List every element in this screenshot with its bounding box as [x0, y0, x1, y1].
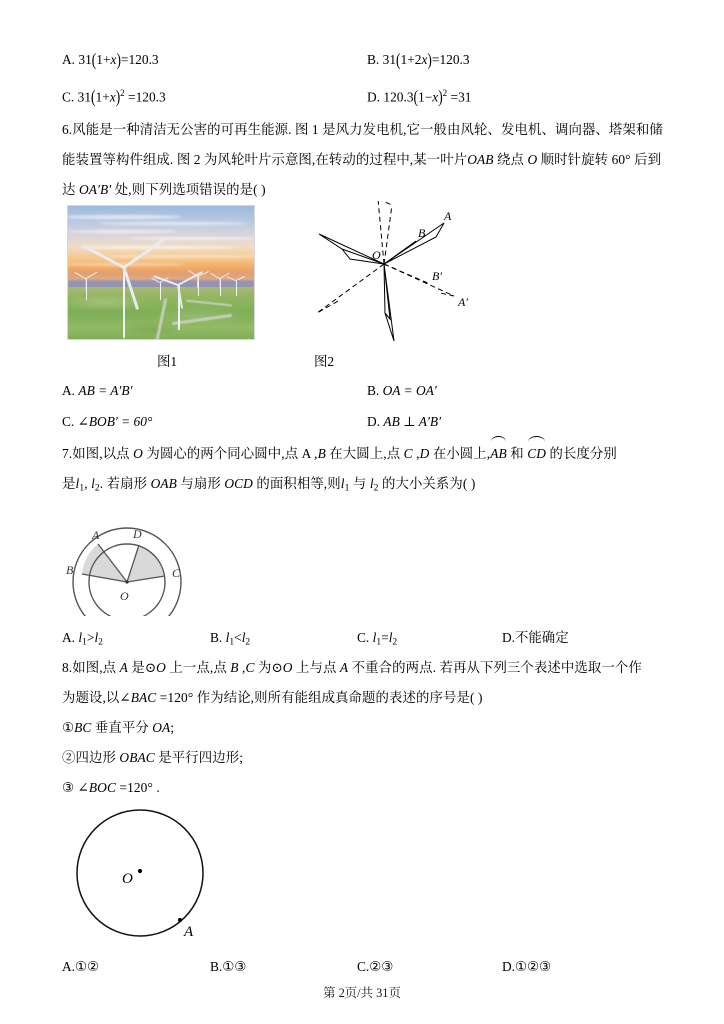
- question-text: 的大小关系为( ): [378, 476, 476, 491]
- option-label: C.: [357, 629, 370, 645]
- cloud-streak: [128, 237, 255, 240]
- statement-number: ③: [62, 779, 75, 795]
- question-text: 在大圆上,点: [325, 446, 404, 461]
- option-label: C.: [357, 958, 370, 974]
- question-number: 6.: [62, 122, 73, 137]
- option-A-q6: [62, 375, 132, 406]
- question-text: 为圆心的两个同心圆中,点 A ,: [142, 446, 318, 461]
- option-text: ∠BOB′ = 60°: [77, 414, 153, 429]
- question7-line2: [62, 469, 662, 504]
- circle-with-point-A-diagram: [67, 803, 257, 948]
- rhs-value: 31: [458, 89, 472, 105]
- math-bac: BAC: [130, 689, 157, 705]
- option-label: D.: [502, 629, 516, 645]
- question7-figure: [62, 504, 662, 622]
- question-text: 能装置等构件组成. 图 2 为风轮叶片示意图,在转动的过程中,某一叶片: [62, 152, 468, 167]
- option-label: B.: [367, 383, 380, 398]
- blade-dashed-lower-left: [317, 264, 384, 313]
- statement-text: =120° .: [115, 779, 160, 795]
- statement-text: 四边形: [75, 749, 120, 765]
- question5-options-row2: [62, 75, 662, 111]
- option-label: D.: [367, 414, 381, 429]
- turbine-mast: [160, 282, 161, 300]
- option-C-q7: C. $l_1=l_2$: [357, 629, 398, 648]
- question-text: 上一点,点: [165, 659, 231, 675]
- math-o: O: [527, 152, 538, 167]
- question8-options-row: [62, 951, 662, 982]
- cloud-streak: [98, 222, 248, 225]
- math-l: l: [340, 476, 345, 491]
- math-obac: OBAC: [119, 749, 155, 765]
- statement-text: ;: [170, 719, 175, 735]
- math-b: B: [317, 446, 326, 461]
- wind-turbine-photo: [67, 205, 255, 340]
- question-text: 在小圆上,: [429, 446, 491, 461]
- cloud-streak: [68, 230, 178, 233]
- option-text: ②③: [369, 958, 394, 974]
- option-label: D.: [367, 89, 381, 105]
- option-label: B.: [367, 52, 380, 67]
- question-text: 为题设,以∠: [62, 689, 131, 705]
- question8-statement-3: [62, 773, 662, 803]
- math-oab: OAB: [467, 152, 494, 167]
- label-B-prime: B′: [432, 269, 442, 283]
- label-A-prime: A′: [458, 295, 468, 309]
- exponent: 2: [120, 88, 125, 98]
- question-text: 不重合的两点. 若再从下列三个表述中选取一个作: [348, 659, 642, 675]
- coefficient: 120.3: [383, 89, 414, 105]
- option-label: A.: [62, 629, 76, 645]
- turbine-mast: [236, 280, 237, 296]
- label-A: A: [444, 209, 452, 223]
- question-text: 的长度分别: [546, 446, 617, 461]
- cloud-streak: [67, 215, 182, 219]
- coefficient: 31: [382, 52, 397, 67]
- question-text: 的面积相等,则: [252, 476, 341, 491]
- math-l: l: [91, 476, 95, 491]
- label-A: A: [184, 923, 194, 940]
- question-text: 上与点: [292, 659, 340, 675]
- relation: <: [234, 629, 242, 645]
- question-text: ,: [412, 446, 420, 461]
- arc-AB: AB: [490, 437, 507, 469]
- option-text: OA = OA′: [382, 383, 437, 398]
- caption-fig2: 图2: [314, 354, 335, 369]
- relation: >: [86, 629, 95, 645]
- question-text: 如图,以点: [72, 446, 134, 461]
- subscript-1: 1: [79, 483, 85, 494]
- math-oabprime: OA′B′: [78, 182, 112, 197]
- option-text: ①②: [75, 958, 100, 974]
- option-A-q5: A. 31(1+x)=120.3: [62, 49, 159, 70]
- question8-statement-1: [62, 713, 662, 743]
- subscript-2: 2: [373, 483, 379, 494]
- statement-text: 是平行四边形;: [154, 749, 244, 765]
- math-b: B: [230, 659, 239, 675]
- option-C-q5: C. $31(1+x)^2 =120.3$: [62, 86, 166, 107]
- coefficient: 31: [78, 52, 92, 67]
- option-text: 不能确定: [515, 629, 569, 645]
- label-D: D: [133, 526, 142, 541]
- label-A: A: [92, 527, 100, 542]
- page-content: [62, 44, 662, 982]
- variable-x: x: [110, 52, 117, 67]
- option-text: ①③: [222, 958, 247, 974]
- option-A-q7: A. $l_1>l_2$: [62, 629, 103, 648]
- option-text: ①②③: [515, 958, 552, 974]
- question-text: ,: [84, 476, 88, 491]
- question6-figures: [62, 205, 662, 351]
- option-D-q7: [502, 622, 569, 653]
- option-B-q7: B. $l_1<l_2$: [210, 629, 251, 648]
- math-oa: OA: [152, 719, 171, 735]
- option-label: B.: [210, 958, 223, 974]
- option-label: C.: [62, 89, 75, 105]
- center-point: [125, 580, 128, 583]
- figure-captions-row: [62, 351, 662, 375]
- label-O: O: [122, 870, 133, 887]
- rhs-value: 120.3: [439, 52, 470, 67]
- label-B: B: [418, 226, 426, 240]
- option-D-q5: D. $120.3(1-x)^2 =31$: [367, 86, 472, 107]
- question-text: 顺时针旋转 60° 后到: [537, 152, 662, 167]
- question-text: ,: [238, 659, 246, 675]
- rhs-value: 120.3: [135, 89, 166, 105]
- arc-CD: CD: [527, 437, 546, 469]
- coefficient: 31: [77, 89, 92, 105]
- question8-statement-2: [62, 743, 662, 773]
- math-a: A: [119, 659, 128, 675]
- statement-number: ②: [62, 749, 76, 765]
- label-C: C: [172, 565, 181, 580]
- math-l: l: [369, 476, 374, 491]
- question-text: 为⊙: [254, 659, 283, 675]
- option-text: AB ⊥ A′B′: [383, 414, 442, 429]
- option-B-q6: [367, 375, 437, 406]
- segment-OB: [384, 241, 416, 264]
- question-text: 与扇形: [176, 476, 225, 491]
- option-A-q8: [62, 951, 99, 982]
- question-text: 如图,点: [72, 659, 120, 675]
- option-label: A.: [62, 52, 76, 67]
- label-B: B: [66, 562, 74, 577]
- question-text: 是⊙: [127, 659, 157, 675]
- math-o: O: [156, 659, 166, 675]
- math-o: O: [282, 659, 293, 675]
- segment-OBprime: [384, 264, 430, 284]
- question5-options-row1: [62, 44, 662, 75]
- label-O: O: [120, 588, 129, 603]
- question7-line1: 7.如图,以点 O 为圆心的两个同心圆中,点 A ,B 在大圆上,点 C ,D 在小圆上,AB 和 CD 的长度分别: [62, 437, 662, 469]
- option-C-q8: [357, 951, 393, 982]
- blade-rotation-diagram: [312, 201, 512, 347]
- question-text: 是: [62, 476, 76, 491]
- statement-text: ∠: [74, 779, 89, 795]
- question-text: 达: [62, 182, 79, 197]
- math-oab: OAB: [150, 476, 177, 491]
- question-text: =120° 作为结论,则所有能组成真命题的表述的序号是( ): [156, 689, 483, 705]
- option-label: D.: [502, 958, 516, 974]
- turbine-blade: [85, 279, 86, 291]
- relation: =: [381, 629, 389, 645]
- option-D-q8: [502, 951, 551, 982]
- question-text: 绕点: [493, 152, 528, 167]
- math-o: O: [133, 446, 143, 461]
- statement-text: 垂直平分: [91, 719, 153, 735]
- label-O: O: [372, 248, 381, 262]
- option-C-q6: [62, 406, 152, 437]
- rhs-value: 120.3: [128, 52, 159, 67]
- center-point-O: [138, 869, 142, 873]
- concentric-circles-diagram: [54, 504, 219, 616]
- question6-line1: [62, 115, 662, 145]
- question-text: 与: [349, 476, 370, 491]
- question-text: . 若扇形: [99, 476, 151, 491]
- statement-number: ①: [62, 719, 75, 735]
- option-label: A.: [62, 958, 76, 974]
- question-text: 风能是一种清洁无公害的可再生能源. 图 1 是风力发电机,它一般由风轮、发电机、调向器、塔架和储: [72, 122, 663, 137]
- math-a: A: [339, 659, 349, 675]
- subscript-2: 2: [94, 483, 100, 494]
- question8-figure: [62, 803, 662, 951]
- option-B-q8: [210, 951, 246, 982]
- math-bc: BC: [74, 719, 92, 735]
- option-text: AB = A′B′: [78, 383, 133, 398]
- question6-options-row1: [62, 375, 662, 406]
- math-ocd: OCD: [224, 476, 253, 491]
- question6-line2: [62, 145, 662, 175]
- question-number: 8.: [62, 659, 73, 675]
- subscript-1: 1: [344, 483, 350, 494]
- math-d: D: [419, 446, 430, 461]
- option-label: A.: [62, 383, 76, 398]
- option-label: B.: [210, 629, 223, 645]
- option-label: C.: [62, 414, 75, 429]
- caption-fig1: 图1: [157, 354, 178, 369]
- option-D-q6: [367, 406, 441, 437]
- point-A: [178, 918, 182, 922]
- math-l: l: [75, 476, 80, 491]
- exponent: 2: [442, 88, 448, 98]
- turbine-blade: [219, 279, 220, 289]
- cloud-streak: [108, 255, 255, 258]
- question8-line2: [62, 683, 662, 713]
- option-B-q5: B. 31(1+2x)=120.3: [367, 49, 470, 70]
- question-number: 7.: [62, 446, 73, 461]
- question7-options-row: [62, 622, 662, 653]
- math-boc: BOC: [88, 779, 116, 795]
- question6-options-row2: [62, 406, 662, 437]
- math-c: C: [245, 659, 255, 675]
- math-c: C: [403, 446, 413, 461]
- question-text: 处,则下列选项错误的是( ): [111, 182, 266, 197]
- page-footer: 第 2页/共 31页: [323, 986, 401, 1000]
